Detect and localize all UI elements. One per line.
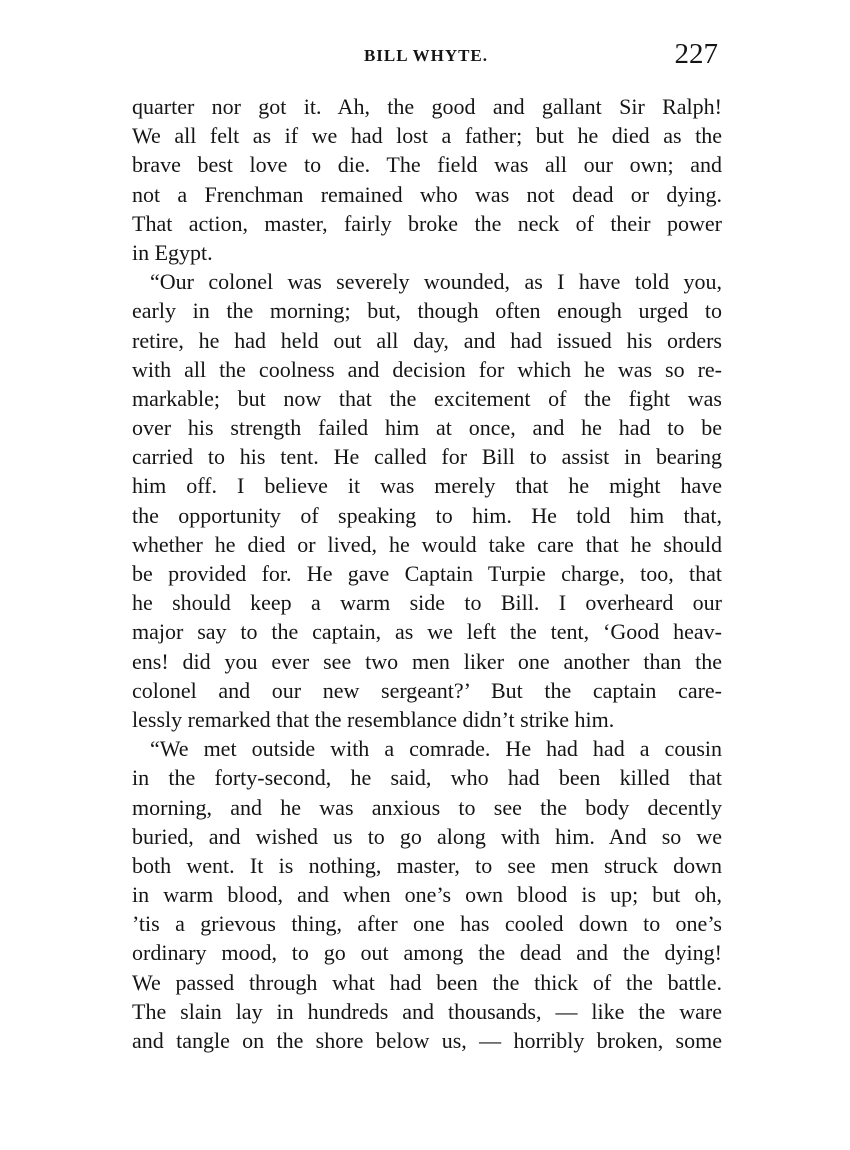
body-text	[132, 92, 722, 1055]
text-line: “Our colonel was severely wounded, as I have told you,	[150, 269, 722, 295]
text-line: in Egypt.	[132, 239, 213, 265]
text-line: lessly remarked that the resemblance didn’t strike him.	[132, 706, 615, 732]
text-line: colonel and our new sergeant?’ But the captain care-	[132, 677, 722, 703]
text-line: quarter nor got it. Ah, the good and gallant Sir Ralph!	[132, 94, 722, 119]
text-line: be provided for. He gave Captain Turpie charge, too, that	[132, 561, 722, 586]
running-head	[132, 38, 720, 78]
text-line: ’tis a grievous thing, after one has cooled down to one’s	[132, 911, 722, 937]
text-line: major say to the captain, as we left the tent, ‘Good heav-	[132, 619, 722, 645]
text-line: The slain lay in hundreds and thousands, — like the ware	[132, 998, 722, 1024]
text-line: with all the coolness and decision for which he was so re-	[132, 356, 722, 382]
text-line: in the forty-second, he said, who had been killed that	[132, 765, 722, 791]
running-title: BILL WHYTE.	[363, 46, 489, 65]
text-line: over his strength failed him at once, and he had to be	[132, 415, 722, 441]
text-line: markable; but now that the excitement of the fight was	[132, 385, 722, 411]
text-line: retire, he had held out all day, and had issued his orders	[132, 327, 722, 353]
text-line: ens! did you ever see two men liker one another than the	[132, 648, 722, 674]
text-line: morning, and he was anxious to see the body decently	[132, 794, 722, 820]
text-line: early in the morning; but, though often enough urged to	[132, 298, 722, 324]
text-line: the opportunity of speaking to him. He told him that,	[132, 502, 722, 528]
page-number: 227	[674, 38, 718, 70]
text-line: not a Frenchman remained who was not dead or dying.	[132, 181, 722, 207]
text-line: he should keep a warm side to Bill. I overheard our	[132, 590, 722, 616]
text-line: and tangle on the shore below us, — horribly broken, some	[132, 1028, 722, 1053]
text-line: whether he died or lived, he would take care that he should	[132, 531, 722, 557]
text-line: buried, and wished us to go along with him. And so we	[132, 823, 722, 849]
text-line: both went. It is nothing, master, to see men struck down	[132, 852, 722, 878]
text-line: him off. I believe it was merely that he might have	[132, 473, 722, 499]
text-line: in warm blood, and when one’s own blood is up; but oh,	[132, 882, 722, 908]
text-line: brave best love to die. The field was all our own; and	[132, 152, 722, 178]
text-line: That action, master, fairly broke the neck of their power	[132, 210, 722, 236]
text-line: We all felt as if we had lost a father; but he died as the	[132, 123, 722, 149]
text-line: ordinary mood, to go out among the dead and the dying!	[132, 940, 722, 966]
text-line: carried to his tent. He called for Bill to assist in bearing	[132, 444, 722, 470]
text-line: We passed through what had been the thick of the battle.	[132, 969, 722, 995]
text-line: “We met outside with a comrade. He had had a cousin	[150, 736, 722, 762]
